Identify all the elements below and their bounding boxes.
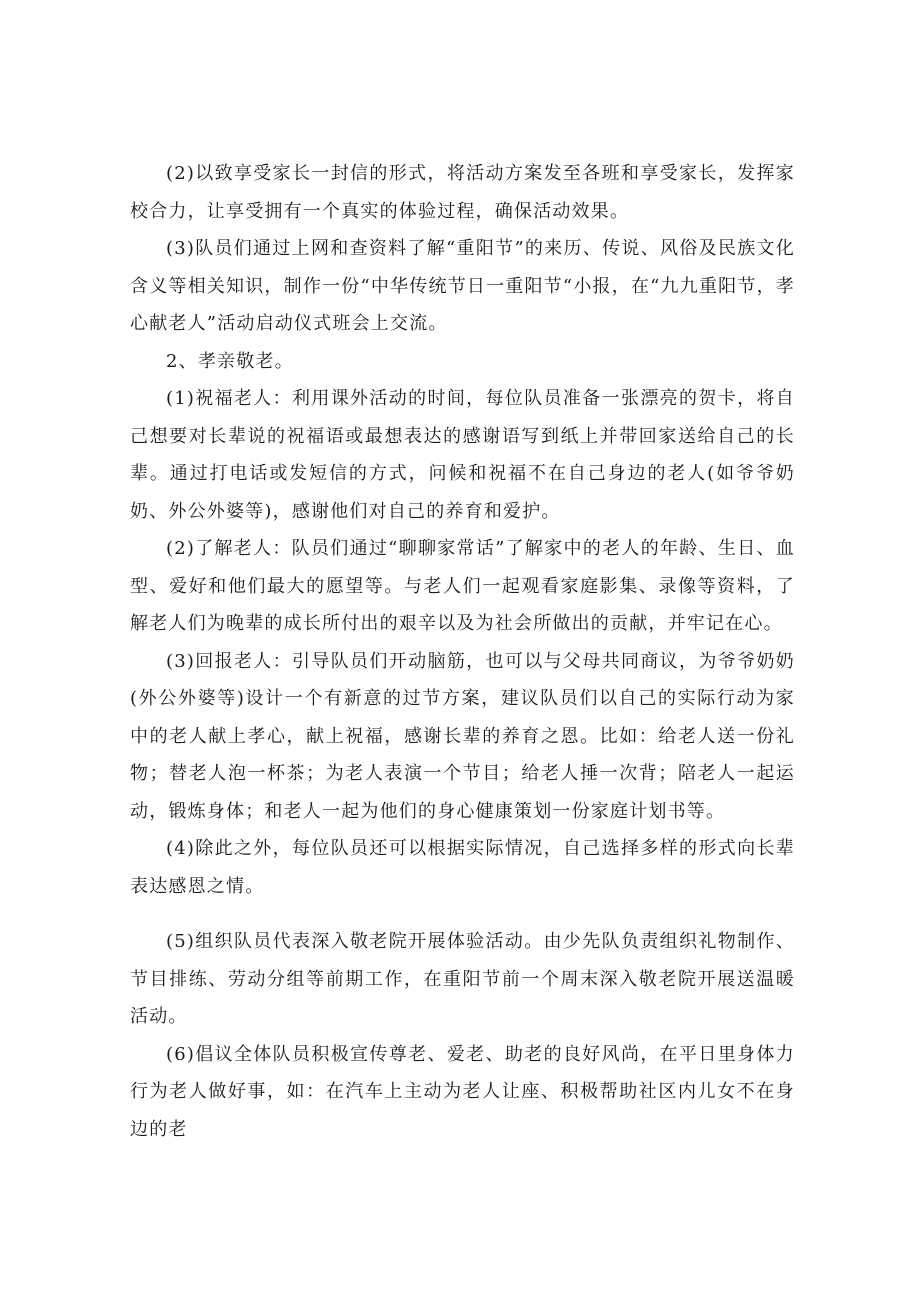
paragraph-nursing-home-visit: (5)组织队员代表深入敬老院开展体验活动。由少先队负责组织礼物制作、节目排练、劳动分组等前期工作，在重阳节前一个周末深入敬老院开展送温暖活动。 bbox=[130, 931, 795, 1027]
paragraph-bless-elders: (1)祝福老人：利用课外活动的时间，每位队员准备一张漂亮的贺卡，将自己想要对长辈说的祝福语或最想表达的感谢语写到纸上并带回家送给自己的长辈。通过打电话或发短信的方式，问候和祝福不在自己身边的老人(如爷爷奶奶、外公外婆等)，感谢他们对自己的养育和爱护。 bbox=[130, 388, 795, 522]
paragraph-other-forms: (4)除此之外，每位队员还可以根据实际情况，自己选择多样的形式向长辈表达感恩之情。 bbox=[130, 838, 795, 897]
section-heading-filial-piety: 2、孝亲敬老。 bbox=[166, 350, 294, 372]
document-body bbox=[130, 155, 795, 1148]
paragraph-advocacy: (6)倡议全体队员积极宣传尊老、爱老、助老的良好风尚，在平日里身体力行为老人做好事，如：在汽车上主动为老人让座、积极帮助社区内儿女不在身边的老 bbox=[130, 1043, 795, 1140]
paragraph-research-festival: (3)队员们通过上网和查资料了解“重阳节”的来历、传说、风俗及民族文化含义等相关知识，制作一份“中华传统节日一重阳节“小报，在“九九重阳节，孝心献老人”活动启动仪式班会上交流。 bbox=[130, 238, 795, 334]
paragraph-understand-elders: (2)了解老人：队员们通过“聊聊家常话”了解家中的老人的年龄、生日、血型、爱好和他们最大的愿望等。与老人们一起观看家庭影集、录像等资料，了解老人们为晚辈的成长所付出的艰辛以及为社会所做出的贡献，并牢记在心。 bbox=[130, 538, 795, 634]
paragraph-repay-elders: (3)回报老人：引导队员们开动脑筋，也可以与父母共同商议，为爷爷奶奶(外公外婆等)设计一个有新意的过节方案，建议队员们以自己的实际行动为家中的老人献上孝心，献上祝福，感谢长辈的养育之恩。比如：给老人送一份礼物；替老人泡一杯茶；为老人表演一个节目；给老人捶一次背；陪老人一起运动，锻炼身体；和老人一起为他们的身心健康策划一份家庭计划书等。 bbox=[130, 650, 795, 822]
paragraph-activity-letter: (2)以致享受家长一封信的形式，将活动方案发至各班和享受家长，发挥家校合力，让享受拥有一个真实的体验过程，确保活动效果。 bbox=[130, 163, 795, 222]
